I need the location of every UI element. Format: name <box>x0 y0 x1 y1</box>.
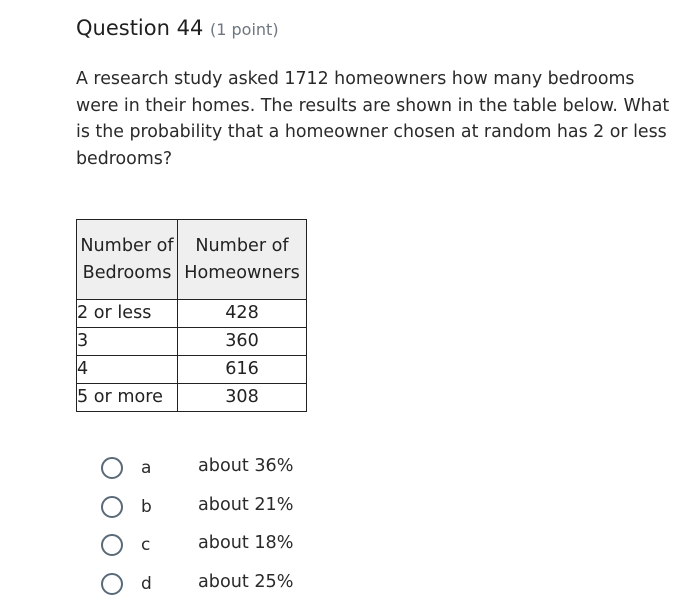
table-row <box>77 300 307 328</box>
row-bedrooms: 2 or less <box>77 300 178 328</box>
radio-button-d[interactable] <box>101 573 123 595</box>
row-homeowners: 360 <box>178 328 307 356</box>
table-row <box>77 328 307 356</box>
choice-letter: c <box>141 535 150 555</box>
choice-text: about 18% <box>198 533 293 553</box>
choice-text: about 36% <box>198 456 293 476</box>
choice-c[interactable] <box>100 531 360 570</box>
table-row <box>77 356 307 384</box>
row-bedrooms: 5 or more <box>77 384 178 412</box>
choice-a[interactable] <box>100 454 360 493</box>
radio-button-a[interactable] <box>101 457 123 479</box>
data-table <box>76 219 307 412</box>
radio-button-b[interactable] <box>101 496 123 518</box>
row-homeowners: 616 <box>178 356 307 384</box>
choice-text: about 25% <box>198 572 293 592</box>
choice-b[interactable] <box>100 493 360 532</box>
table-row <box>77 384 307 412</box>
answer-choices <box>100 454 360 608</box>
header-homeowners: Number of Homeowners <box>178 220 307 300</box>
row-bedrooms: 4 <box>77 356 178 384</box>
radio-button-c[interactable] <box>101 534 123 556</box>
header-bedrooms: Number of Bedrooms <box>77 220 178 300</box>
row-homeowners: 308 <box>178 384 307 412</box>
row-bedrooms: 3 <box>77 328 178 356</box>
question-number: Question 44 <box>76 16 203 40</box>
question-prompt: A research study asked 1712 homeowners how many bedrooms were in their homes. The results are shown in the table below. What is the probability that a homeowner chosen at random has 2 or less bedrooms? <box>76 66 682 172</box>
choice-text: about 21% <box>198 495 293 515</box>
choice-letter: b <box>141 497 152 517</box>
question-title <box>76 16 279 40</box>
row-homeowners: 428 <box>178 300 307 328</box>
choice-letter: a <box>141 458 151 478</box>
choice-letter: d <box>141 574 152 594</box>
question-points: (1 point) <box>210 20 279 39</box>
choice-d[interactable] <box>100 570 360 608</box>
table-header-row <box>77 220 307 300</box>
